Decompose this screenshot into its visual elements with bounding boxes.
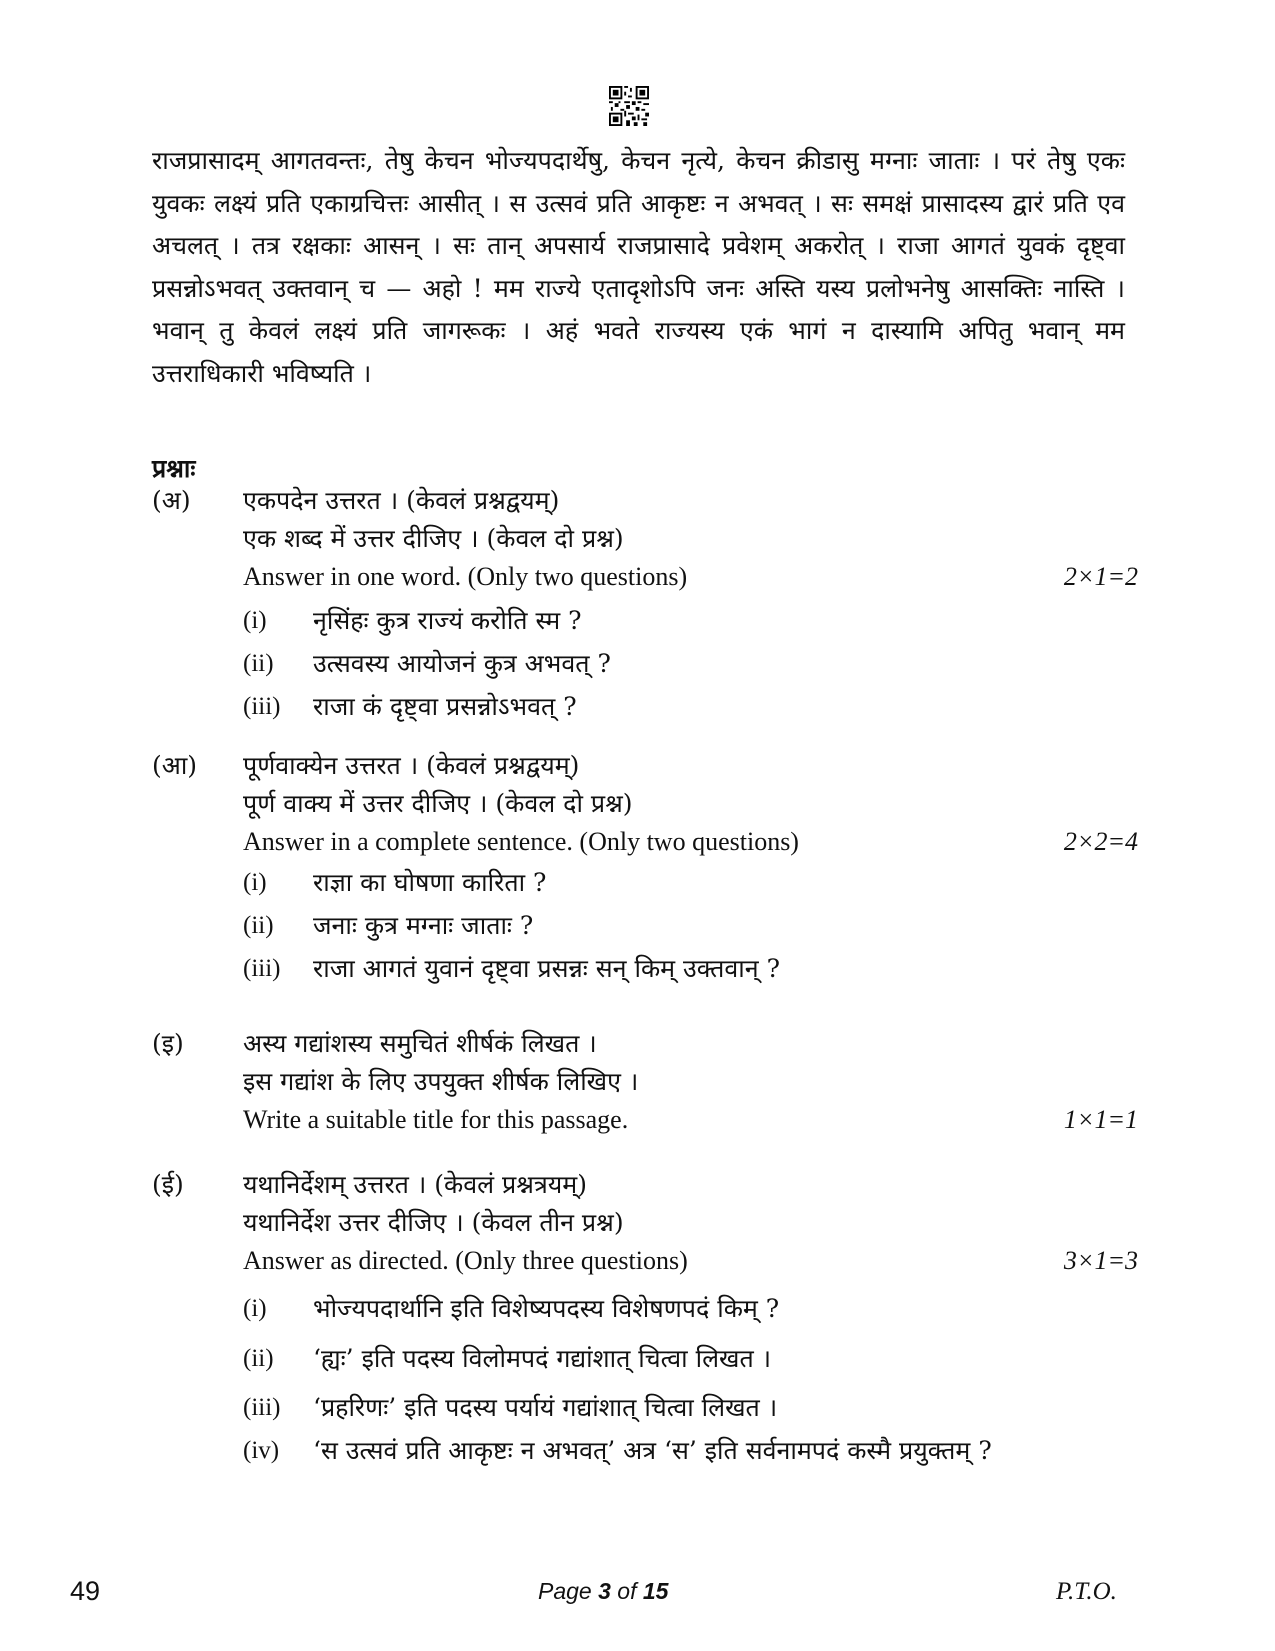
question-number: (ii) (243, 1345, 274, 1372)
section-label: (आ) (152, 751, 198, 780)
instruction-sanskrit: अस्य गद्यांशस्य समुचितं शीर्षकं लिखत । (243, 1029, 597, 1058)
page-total: 15 (642, 1578, 669, 1604)
question-text: ‘ह्यः’ इति पदस्य विलोमपदं गद्यांशात् चित्वा लिखत । (313, 1344, 772, 1373)
question-number: (ii) (243, 650, 274, 677)
marks: 1×1=1 (1063, 1105, 1138, 1134)
qr-code-icon (609, 86, 649, 126)
instruction-sanskrit: यथानिर्देशम् उत्तरत । (केवलं प्रश्नत्रयम्) (243, 1170, 587, 1199)
instruction-hindi: यथानिर्देश उत्तर दीजिए । (केवल तीन प्रश्न) (243, 1208, 624, 1237)
question-number: (iii) (243, 1394, 281, 1421)
question-text: राजा कं दृष्ट्वा प्रसन्नोऽभवत् ? (313, 692, 577, 721)
question-number: (i) (243, 869, 267, 896)
pto-label: P.T.O. (1056, 1578, 1117, 1605)
question-number: (iii) (243, 955, 281, 982)
marks: 2×2=4 (1063, 827, 1138, 856)
question-number: (iv) (243, 1437, 280, 1464)
question-number: (ii) (243, 912, 274, 939)
passage-text: राजप्रासादम् आगतवन्तः, तेषु केचन भोज्यपदार्थेषु, केचन नृत्ये, केचन क्रीडासु मग्नाः जाताः । परं तेषु एकः युवकः लक्ष्यं प्रति एकाग्रचित्तः आसीत् । स उत्सवं प्रति आकृष्टः न अभवत् । सः समक्षं प्रासादस्य द्वारं प्रति एव अचलत् । तत्र रक्षकाः आसन् । सः तान् अपसार्य राजप्रासादे प्रवेशम् अकरोत् । राजा आगतं युवकं दृष्ट्वा प्रसन्नोऽभवत् उक्तवान् च — अहो ! मम राज्ये एतादृशोऽपि जनः अस्ति यस्य प्रलोभनेषु आसक्तिः नास्ति । भवान् तु केवलं लक्ष्यं प्रति जागरूकः । अहं भवते राज्यस्य एकं भागं न दास्यामि अपितु भवान् मम उत्तराधिकारी भविष्यति । (152, 146, 1125, 388)
section-label: (अ) (152, 486, 191, 515)
paper-code: 49 (70, 1576, 101, 1606)
question-text: राजा आगतं युवानं दृष्ट्वा प्रसन्नः सन् किम् उक्तवान् ? (313, 954, 781, 983)
question-number: (i) (243, 1295, 267, 1322)
section-label: (ई) (152, 1170, 184, 1199)
question-text: ‘स उत्सवं प्रति आकृष्टः न अभवत्’ अत्र ‘स’ इति सर्वनामपदं कस्मै प्रयुक्तम् ? (313, 1436, 992, 1465)
passage (152, 140, 1125, 395)
instruction-sanskrit: पूर्णवाक्येन उत्तरत । (केवलं प्रश्नद्वयम्) (243, 751, 580, 780)
page-indicator (538, 1578, 668, 1605)
instruction-sanskrit: एकपदेन उत्तरत । (केवलं प्रश्नद्वयम्) (243, 486, 560, 515)
section-label: (इ) (152, 1029, 184, 1058)
question-text: ‘प्रहरिणः’ इति पदस्य पर्यायं गद्यांशात् चित्वा लिखत । (313, 1393, 778, 1422)
question-number: (i) (243, 607, 267, 634)
of-word: of (617, 1578, 637, 1604)
page-word: Page (538, 1578, 592, 1604)
instruction-english: Answer in one word. (Only two questions) (243, 562, 688, 591)
page-number: 3 (598, 1578, 611, 1604)
marks: 3×1=3 (1063, 1246, 1138, 1275)
question-text: भोज्यपदार्थानि इति विशेष्यपदस्य विशेषणपदं किम् ? (313, 1294, 780, 1323)
instruction-english: Answer as directed. (Only three questions) (243, 1246, 688, 1275)
instruction-hindi: पूर्ण वाक्य में उत्तर दीजिए । (केवल दो प्रश्न) (243, 789, 633, 818)
instruction-hindi: एक शब्द में उत्तर दीजिए । (केवल दो प्रश्न) (243, 524, 624, 553)
question-text: उत्सवस्य आयोजनं कुत्र अभवत् ? (313, 649, 611, 678)
question-number: (iii) (243, 693, 281, 720)
question-text: राज्ञा का घोषणा कारिता ? (313, 868, 547, 897)
question-text: नृसिंहः कुत्र राज्यं करोति स्म ? (313, 606, 582, 635)
instruction-english: Answer in a complete sentence. (Only two questions) (243, 827, 799, 856)
marks: 2×1=2 (1063, 562, 1138, 591)
questions-heading: प्रश्नाः (152, 454, 196, 483)
instruction-hindi: इस गद्यांश के लिए उपयुक्त शीर्षक लिखिए । (243, 1067, 639, 1096)
instruction-english: Write a suitable title for this passage. (243, 1105, 629, 1134)
question-text: जनाः कुत्र मग्नाः जाताः ? (313, 911, 534, 940)
